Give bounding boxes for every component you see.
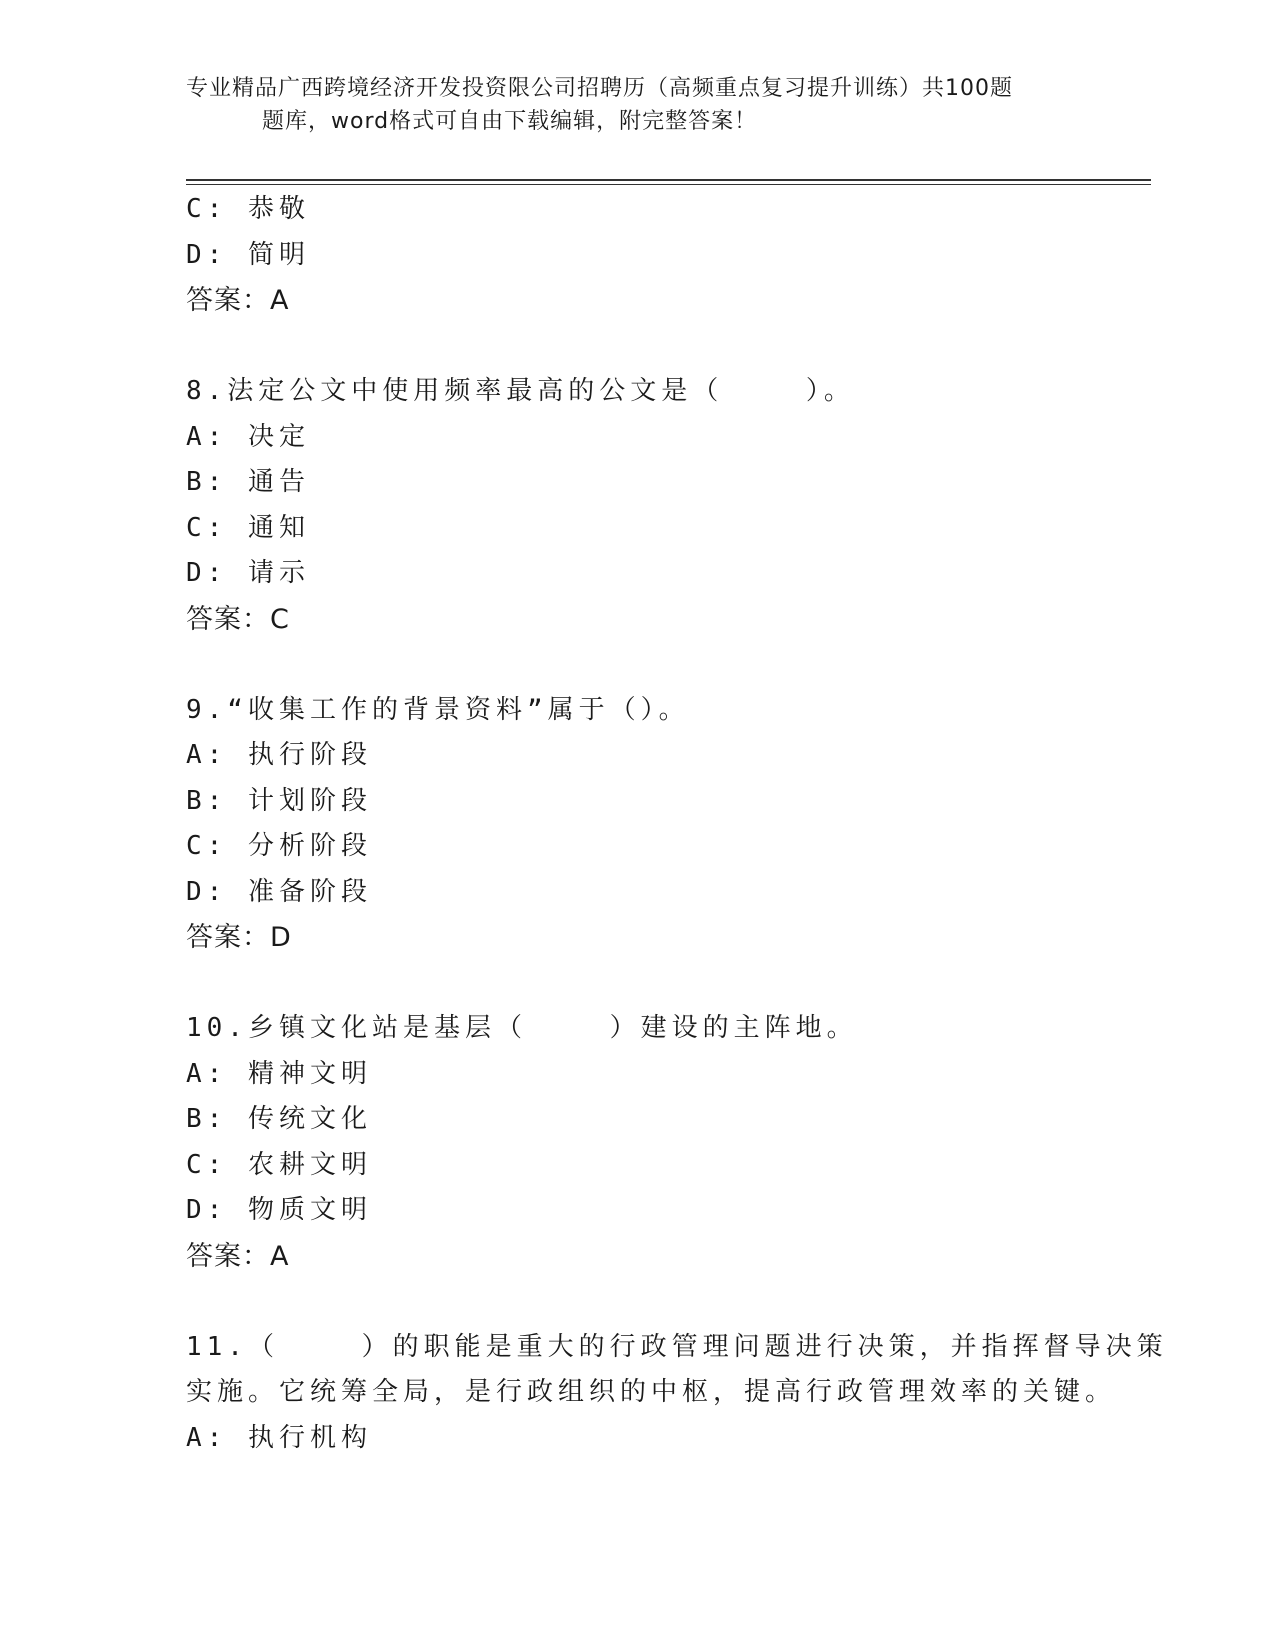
answer-label: 答案：C [186, 603, 290, 635]
option-c: C: 通知 [186, 512, 310, 543]
question-text: 9.“收集工作的背景资料”属于（）。 [186, 694, 690, 725]
option-a: A: 执行阶段 [186, 740, 372, 770]
question-11 [186, 1325, 1168, 1462]
question-9 [186, 688, 1086, 961]
option-b: B: 传统文化 [186, 1104, 372, 1134]
question-text-line-1: 11.（ ）的职能是重大的行政管理问题进行决策，并指挥督导决策 [186, 1331, 1168, 1362]
option-b: B: 计划阶段 [186, 785, 372, 816]
option-c: C: 农耕文明 [186, 1149, 372, 1180]
option-d: D: 请示 [186, 558, 310, 588]
option-b: B: 通告 [186, 467, 310, 497]
option-d: D: 准备阶段 [186, 876, 372, 907]
header-divider-top [186, 179, 1151, 181]
spacer [186, 324, 1086, 370]
question-10 [186, 1006, 1086, 1279]
spacer [186, 961, 1086, 1007]
question-text-line-2: 实施。它统筹全局，是行政组织的中枢，提高行政管理效率的关键。 [186, 1377, 1117, 1407]
option-a: A: 执行机构 [186, 1422, 372, 1453]
answer-label: 答案：D [186, 922, 292, 953]
option-d: D: 简明 [186, 239, 310, 270]
answer-label: 答案：A [186, 285, 290, 316]
spacer [186, 642, 1086, 688]
option-a: A: 精神文明 [186, 1058, 372, 1089]
option-c: C: 恭敬 [186, 194, 310, 224]
header-title-line-1: 专业精品广西跨境经济开发投资限公司招聘历（高频重点复习提升训练）共100题 [186, 76, 1013, 101]
option-d: D: 物质文明 [186, 1195, 372, 1225]
option-a: A: 决定 [186, 421, 310, 452]
question-text: 8.法定公文中使用频率最高的公文是（ ）。 [186, 376, 855, 406]
question-list [186, 187, 1168, 1461]
answer-label: 答案：A [186, 1240, 290, 1272]
question-8 [186, 369, 1086, 642]
spacer [186, 1279, 1086, 1325]
question-text: 10.乡镇文化站是基层（ ）建设的主阵地。 [186, 1013, 858, 1043]
document-header [186, 72, 1086, 138]
option-c: C: 分析阶段 [186, 831, 372, 861]
question-7-tail [186, 187, 1086, 324]
header-divider-bottom [186, 184, 1151, 185]
header-title-line-2: 题库，word格式可自由下载编辑，附完整答案！ [262, 109, 758, 134]
